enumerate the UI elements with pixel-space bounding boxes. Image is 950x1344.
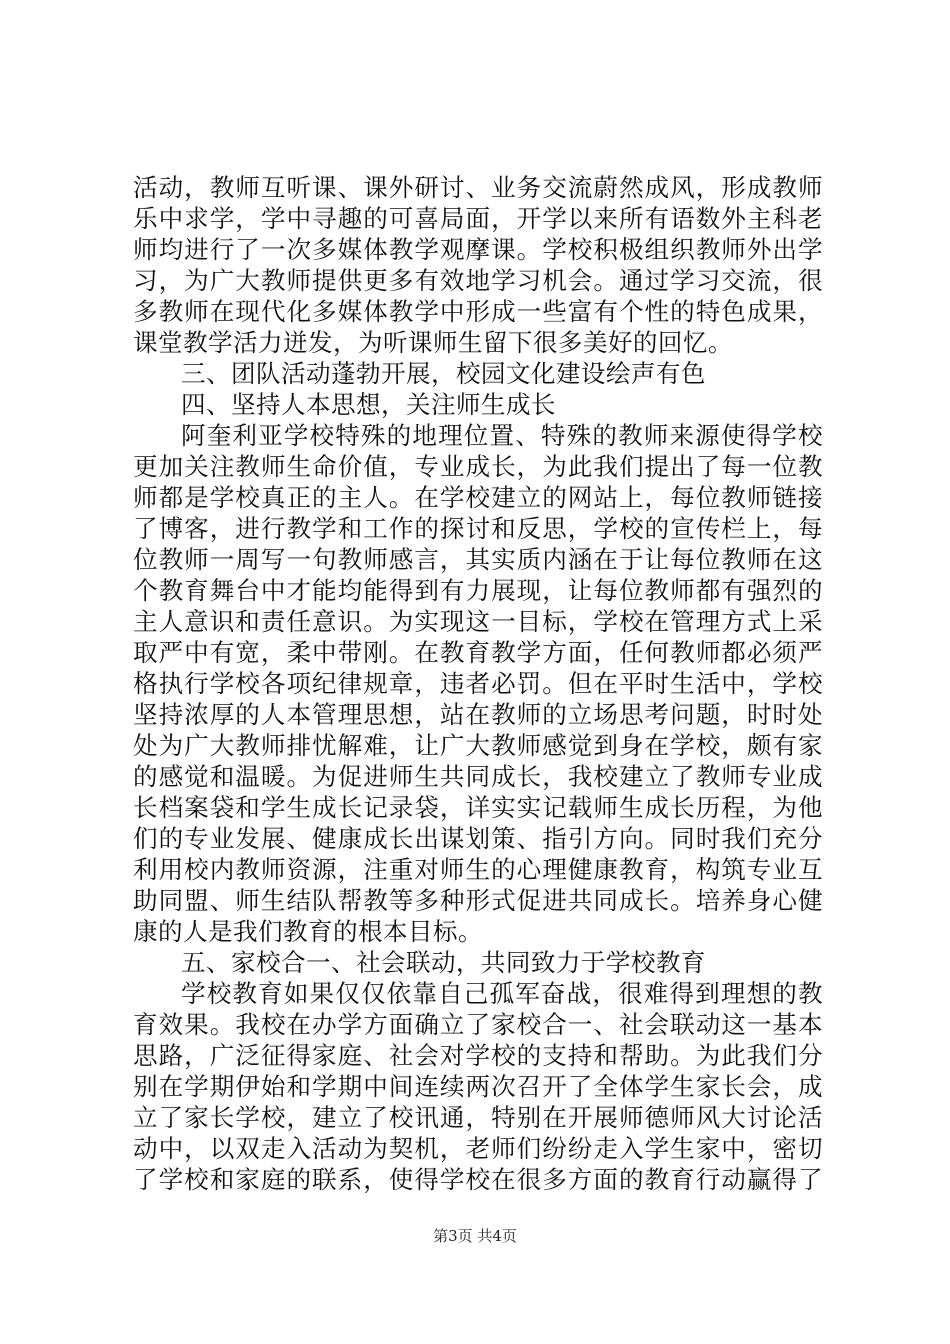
text-line: 格执行学校各项纪律规章，违者必罚。但在平时生活中，学校 (133, 669, 823, 698)
text-line: 位教师一周写一句教师感言，其实质内涵在于让每位教师在这 (133, 545, 823, 574)
text-line: 师都是学校真正的主人。在学校建立的网站上，每位教师链接 (133, 483, 823, 512)
text-line: 取严中有宽，柔中带刚。在教育教学方面，任何教师都必须严 (133, 638, 823, 667)
text-line: 处为广大教师排忧解难，让广大教师感觉到身在学校，颇有家 (133, 731, 823, 760)
text-line: 活动，教师互听课、课外研讨、业务交流蔚然成风，形成教师 (133, 173, 823, 202)
text-line: 师均进行了一次多媒体教学观摩课。学校积极组织教师外出学 (133, 235, 823, 264)
text-line: 思路，广泛征得家庭、社会对学校的支持和帮助。为此我们分 (133, 1041, 823, 1070)
section-heading: 四、坚持人本思想，关注师生成长 (181, 390, 556, 419)
text-line: 立了家长学校，建立了校讯通，特别在开展师德师风大讨论活 (133, 1103, 823, 1132)
body-text (133, 172, 823, 1195)
text-line: 学校教育如果仅仅依靠自己孤军奋战，很难得到理想的教 (181, 979, 823, 1008)
text-line: 别在学期伊始和学期中间连续两次召开了全体学生家长会，成 (133, 1072, 823, 1101)
text-line: 育效果。我校在办学方面确立了家校合一、社会联动这一基本 (133, 1010, 823, 1039)
text-line: 更加关注教师生命价值，专业成长，为此我们提出了每一位教 (133, 452, 823, 481)
text-line: 们的专业发展、健康成长出谋划策、指引方向。同时我们充分 (133, 824, 823, 853)
section-heading: 五、家校合一、社会联动，共同致力于学校教育 (181, 948, 706, 977)
section-heading: 三、团队活动蓬勃开展，校园文化建设绘声有色 (181, 359, 706, 388)
text-line: 坚持浓厚的人本管理思想，站在教师的立场思考问题，时时处 (133, 700, 823, 729)
text-line: 个教育舞台中才能均能得到有力展现，让每位教师都有强烈的 (133, 576, 823, 605)
text-line: 长档案袋和学生成长记录袋，详实实记载师生成长历程，为他 (133, 793, 823, 822)
text-line: 利用校内教师资源，注重对师生的心理健康教育，构筑专业互 (133, 855, 823, 884)
text-line: 课堂教学活力迸发，为听课师生留下很多美好的回忆。 (133, 328, 733, 357)
text-line: 了学校和家庭的联系，使得学校在很多方面的教育行动赢得了 (133, 1165, 823, 1194)
text-line: 康的人是我们教育的根本目标。 (133, 917, 483, 946)
text-line: 主人意识和责任意识。为实现这一目标，学校在管理方式上采 (133, 607, 823, 636)
page-number-footer: 第3页 共4页 (433, 1227, 517, 1245)
text-line: 习，为广大教师提供更多有效地学习机会。通过学习交流，很 (133, 266, 823, 295)
text-line: 动中，以双走入活动为契机，老师们纷纷走入学生家中，密切 (133, 1134, 823, 1163)
text-line: 乐中求学，学中寻趣的可喜局面，开学以来所有语数外主科老 (133, 204, 823, 233)
text-line: 阿奎利亚学校特殊的地理位置、特殊的教师来源使得学校 (181, 421, 823, 450)
text-line: 的感觉和温暖。为促进师生共同成长，我校建立了教师专业成 (133, 762, 823, 791)
text-line: 了博客，进行教学和工作的探讨和反思，学校的宣传栏上，每 (133, 514, 823, 543)
text-line: 多教师在现代化多媒体教学中形成一些富有个性的特色成果， (133, 297, 823, 326)
text-line: 助同盟、师生结队帮教等多种形式促进共同成长。培养身心健 (133, 886, 823, 915)
